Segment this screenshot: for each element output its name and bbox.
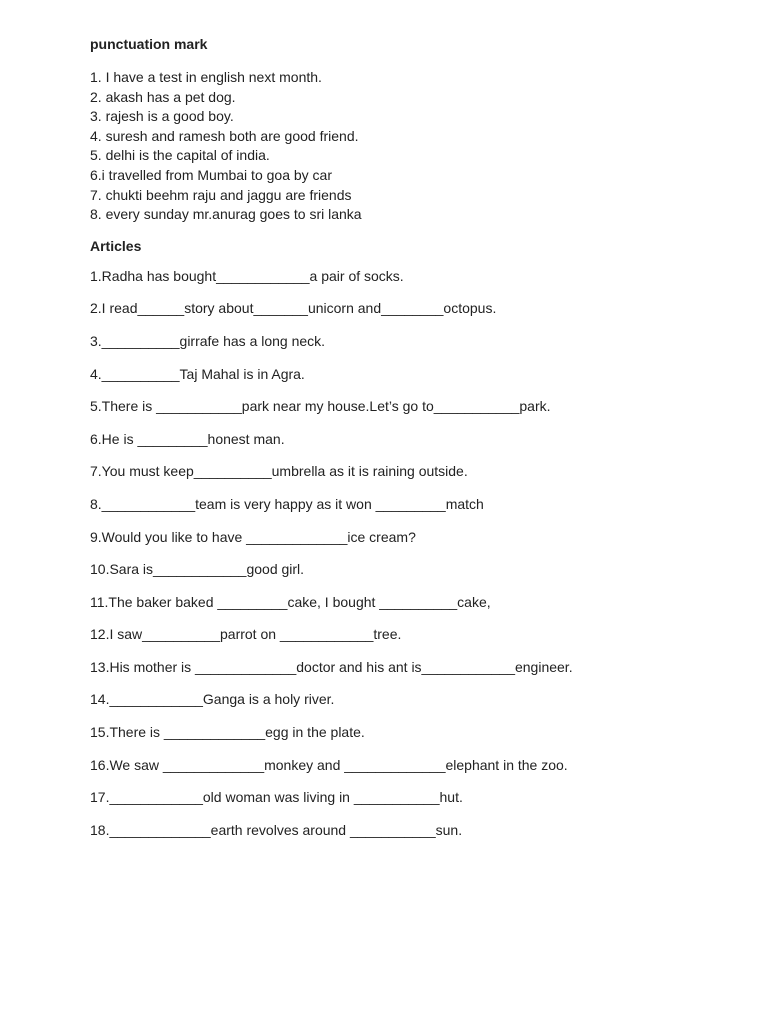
article-question: 10.Sara is____________good girl.: [90, 561, 305, 578]
article-question: 13.His mother is _____________doctor and his ant is____________engineer.: [90, 658, 573, 675]
punctuation-heading: punctuation mark: [90, 36, 208, 52]
worksheet-page: [90, 36, 730, 854]
article-question: 8.____________team is very happy as it won _________match: [90, 495, 484, 512]
articles-list: [90, 268, 730, 839]
article-question: 17.____________old woman was living in ___________hut.: [90, 789, 463, 806]
punctuation-list: [90, 68, 730, 225]
articles-heading: Articles: [90, 237, 142, 254]
punctuation-sentence: 5. delhi is the capital of india.: [90, 147, 270, 164]
article-question: 6.He is _________honest man.: [90, 430, 285, 447]
article-question: 3.__________girrafe has a long neck.: [90, 332, 326, 349]
article-question: 12.I saw__________parrot on ____________tree.: [90, 626, 402, 643]
article-question: 9.Would you like to have _____________ice cream?: [90, 528, 416, 545]
punctuation-sentence: 8. every sunday mr.anurag goes to sri lanka: [90, 206, 362, 223]
punctuation-sentence: 6.i travelled from Mumbai to goa by car: [90, 166, 332, 183]
article-question: 7.You must keep__________umbrella as it is raining outside.: [90, 463, 468, 480]
article-question: 2.I read______story about_______unicorn and________octopus.: [90, 300, 497, 317]
article-question: 15.There is _____________egg in the plate.: [90, 724, 365, 741]
punctuation-sentence: 7. chukti beehm raju and jaggu are friends: [90, 186, 352, 203]
article-question: 4.__________Taj Mahal is in Agra.: [90, 365, 305, 382]
article-question: 11.The baker baked _________cake, I bought __________cake,: [90, 593, 491, 610]
article-question: 16.We saw _____________monkey and _____________elephant in the zoo.: [90, 756, 568, 773]
punctuation-sentence: 3. rajesh is a good boy.: [90, 108, 234, 125]
punctuation-sentence: 1. I have a test in english next month.: [90, 69, 322, 85]
article-question: 1.Radha has bought____________a pair of socks.: [90, 267, 404, 284]
article-question: 5.There is ___________park near my house.Let’s go to___________park.: [90, 398, 551, 415]
punctuation-sentence: 4. suresh and ramesh both are good friend.: [90, 127, 359, 144]
punctuation-sentence: 2. akash has a pet dog.: [90, 88, 236, 105]
article-question: 18._____________earth revolves around ___________sun.: [90, 821, 463, 838]
article-question: 14.____________Ganga is a holy river.: [90, 691, 335, 708]
